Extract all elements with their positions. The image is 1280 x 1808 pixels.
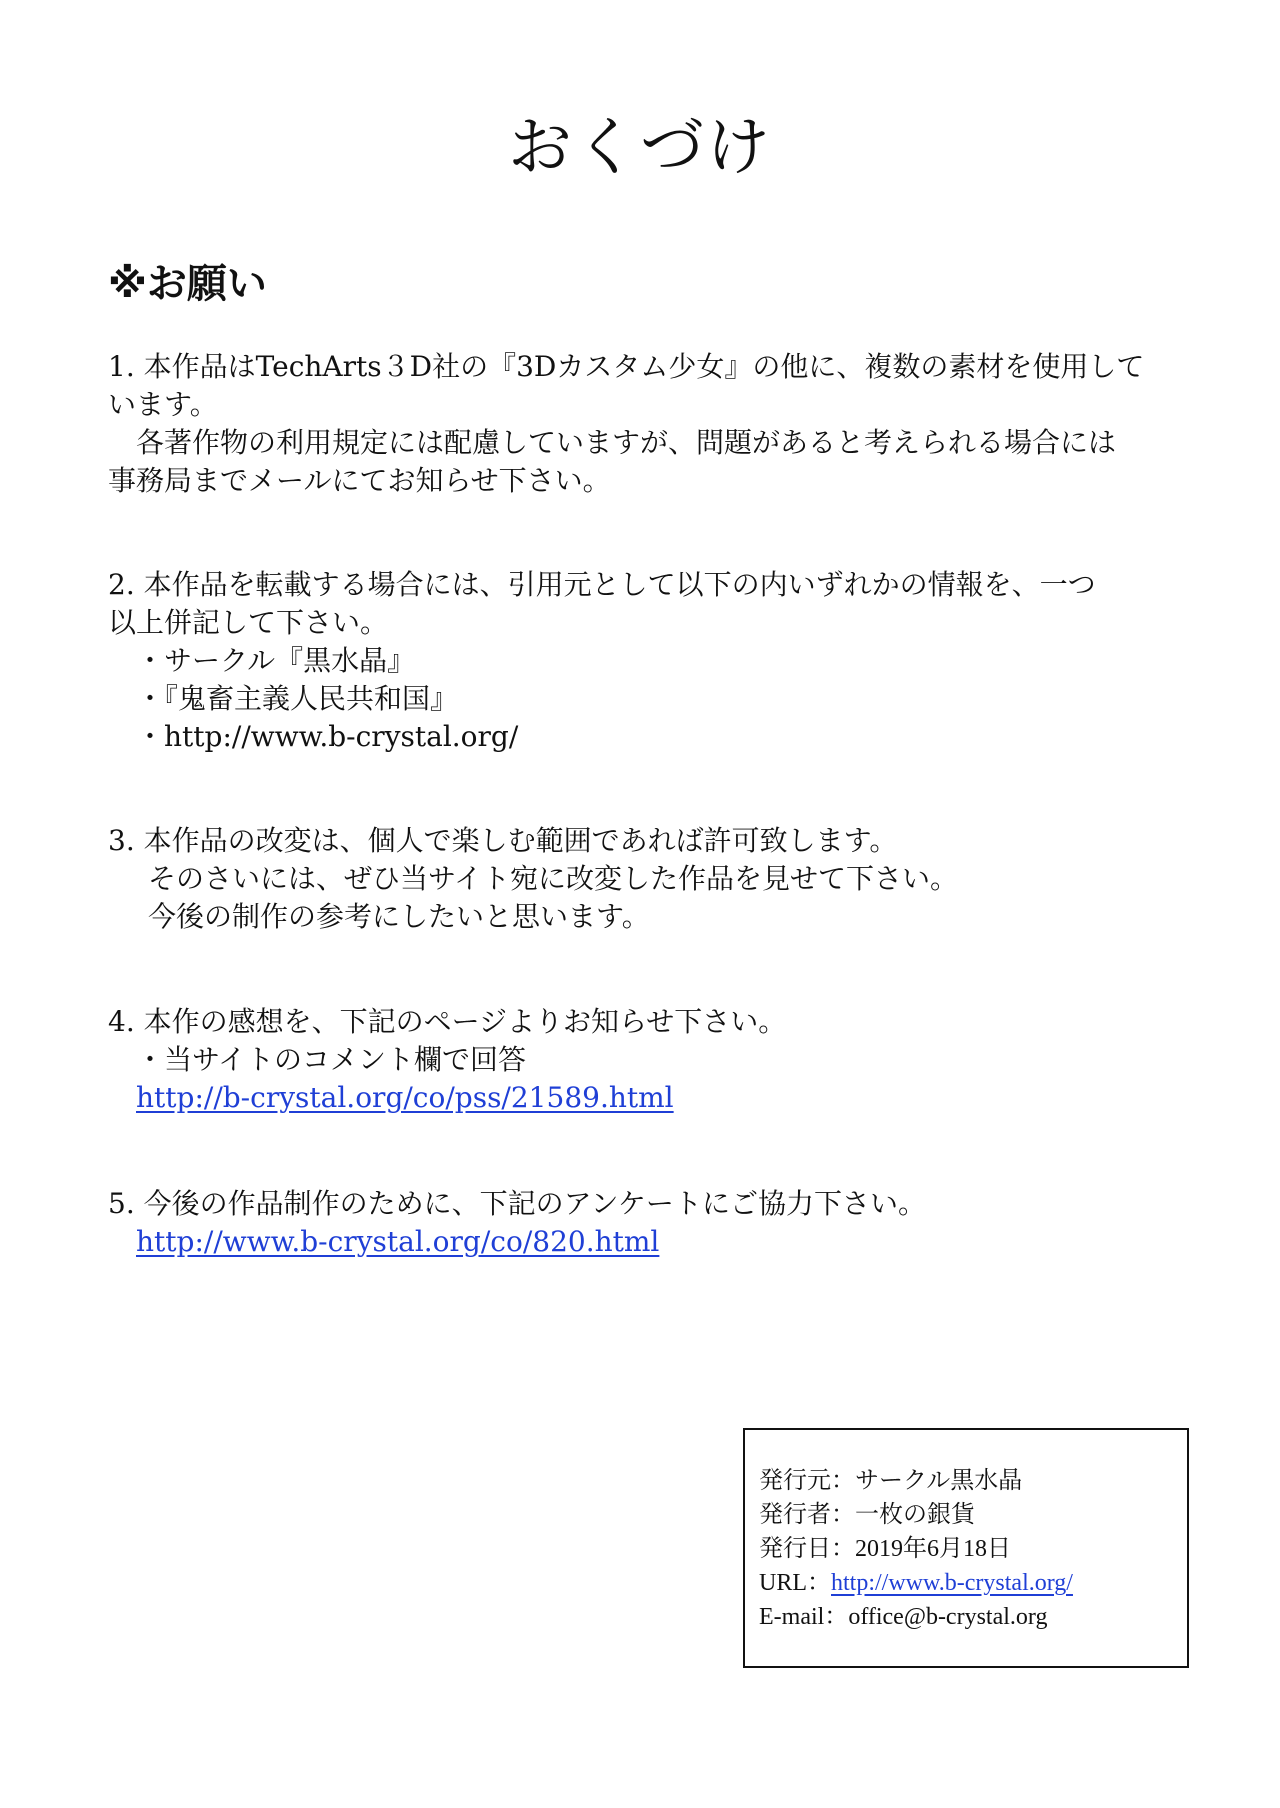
notice-1-line-1: 1. 本作品はTechArts３D社の『3Dカスタム少女』の他に、複数の素材を使用して xyxy=(108,350,1145,383)
colophon-email xyxy=(759,1600,1187,1634)
date-value: 2019年6月18日 xyxy=(855,1536,1011,1562)
date-label: 発行日： xyxy=(759,1536,855,1562)
notice-4 xyxy=(108,1003,1188,1117)
notice-5 xyxy=(108,1185,1188,1261)
colophon-date xyxy=(759,1532,1187,1566)
notice-2-item: ・http://www.b-crystal.org/ xyxy=(136,720,519,753)
notice-3-line-3: 今後の制作の参考にしたいと思います。 xyxy=(148,900,650,933)
notice-2-line-1: 2. 本作品を転載する場合には、引用元として以下の内いずれかの情報を、一つ xyxy=(108,568,1096,601)
notice-1-line-3: 各著作物の利用規定には配慮していますが、問題があると考えられる場合には xyxy=(108,426,1117,459)
publisher-label: 発行元： xyxy=(759,1468,855,1494)
notice-3-line-2: そのさいには、ぜひ当サイト宛に改変した作品を見せて下さい。 xyxy=(148,862,959,895)
url-label: URL： xyxy=(759,1570,831,1596)
publisher-value: サークル黒水晶 xyxy=(855,1468,1023,1494)
notice-4-line-2: ・当サイトのコメント欄で回答 xyxy=(136,1043,527,1076)
notice-4-link-row xyxy=(108,1079,1188,1117)
notice-2 xyxy=(108,566,1188,756)
colophon-url xyxy=(759,1566,1187,1600)
notice-2-item: ・『鬼畜主義人民共和国』 xyxy=(136,682,459,715)
notice-1 xyxy=(108,348,1188,500)
notice-2-item: ・サークル『黒水晶』 xyxy=(136,644,416,677)
colophon-box xyxy=(743,1428,1189,1668)
survey-link[interactable]: http://www.b-crystal.org/co/820.html xyxy=(136,1225,660,1258)
email-label: E-mail： xyxy=(759,1604,849,1630)
notice-1-line-2: います。 xyxy=(108,388,218,421)
notice-3 xyxy=(108,822,1188,936)
page-title: おくづけ xyxy=(508,111,772,185)
notice-3-line-1: 3. 本作品の改変は、個人で楽しむ範囲であれば許可致します。 xyxy=(108,824,898,857)
email-value: office@b-crystal.org xyxy=(848,1604,1048,1630)
author-value: 一枚の銀貨 xyxy=(855,1502,975,1528)
notice-5-link-row xyxy=(108,1223,1188,1261)
section-heading: ※お願い xyxy=(108,261,267,307)
notice-5-line-1: 5. 今後の作品制作のために、下記のアンケートにご協力下さい。 xyxy=(108,1187,926,1220)
notice-4-line-1: 4. 本作の感想を、下記のページよりお知らせ下さい。 xyxy=(108,1005,787,1038)
colophon-publisher xyxy=(759,1464,1187,1498)
site-url-link[interactable]: http://www.b-crystal.org/ xyxy=(831,1570,1073,1596)
notice-1-line-4: 事務局までメールにてお知らせ下さい。 xyxy=(108,464,611,497)
comment-page-link[interactable]: http://b-crystal.org/co/pss/21589.html xyxy=(136,1081,674,1114)
notice-2-line-2: 以上併記して下さい。 xyxy=(108,606,389,639)
author-label: 発行者： xyxy=(759,1502,855,1528)
colophon-author xyxy=(759,1498,1187,1532)
